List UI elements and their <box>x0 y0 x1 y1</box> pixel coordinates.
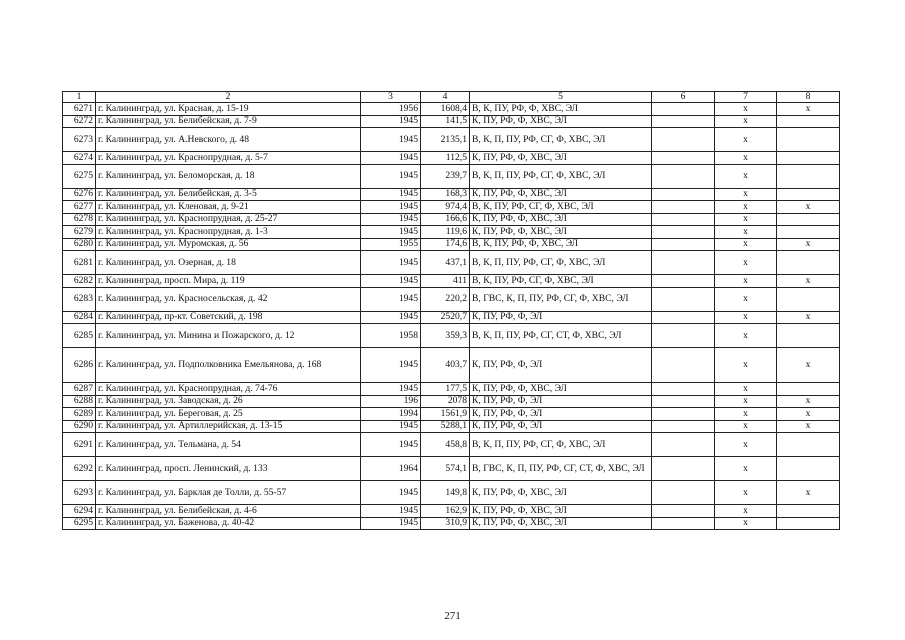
table-row <box>63 505 840 518</box>
column-7-mark: х <box>715 348 777 383</box>
column-8-mark <box>777 457 840 481</box>
column-8-mark: х <box>777 201 840 214</box>
address-cell: г. Калининград, просп. Мира, д. 119 <box>96 275 361 288</box>
area-cell: 5288,1 <box>421 420 470 433</box>
column-8-mark <box>777 226 840 239</box>
row-number: 6287 <box>63 383 96 396</box>
works-list-cell: К, ПУ, РФ, Ф, ХВС, ЭЛ <box>470 115 652 128</box>
column-6-cell <box>652 251 715 275</box>
row-number: 6271 <box>63 103 96 116</box>
column-7-mark: х <box>715 188 777 201</box>
address-cell: г. Калининград, ул. Баженова, д. 40-42 <box>96 517 361 530</box>
year-cell: 1945 <box>361 226 421 239</box>
column-6-cell <box>652 420 715 433</box>
column-6-cell <box>652 287 715 311</box>
column-7-mark: х <box>715 128 777 152</box>
column-7-mark: х <box>715 383 777 396</box>
table-row <box>63 226 840 239</box>
row-number: 6275 <box>63 164 96 188</box>
column-8-mark <box>777 517 840 530</box>
year-cell: 1945 <box>361 201 421 214</box>
address-cell: г. Калининград, ул. Минина и Пожарского, д. 12 <box>96 324 361 348</box>
year-cell: 1945 <box>361 115 421 128</box>
table-row <box>63 152 840 165</box>
column-7-mark: х <box>715 287 777 311</box>
table-row <box>63 408 840 421</box>
column-7-mark: х <box>715 517 777 530</box>
address-cell: г. Калининград, ул. Заводская, д. 26 <box>96 395 361 408</box>
works-list-cell: В, ГВС, К, П, ПУ, РФ, СГ, Ф, ХВС, ЭЛ <box>470 287 652 311</box>
area-cell: 2520,7 <box>421 311 470 324</box>
column-6-cell <box>652 238 715 251</box>
row-number: 6273 <box>63 128 96 152</box>
works-list-cell: В, ГВС, К, П, ПУ, РФ, СГ, СТ, Ф, ХВС, ЭЛ <box>470 457 652 481</box>
column-8-mark: х <box>777 395 840 408</box>
works-list-cell: К, ПУ, РФ, Ф, ЭЛ <box>470 408 652 421</box>
works-list-cell: В, К, П, ПУ, РФ, СГ, Ф, ХВС, ЭЛ <box>470 251 652 275</box>
works-list-cell: В, К, ПУ, РФ, СГ, Ф, ХВС, ЭЛ <box>470 201 652 214</box>
table-row <box>63 287 840 311</box>
works-list-cell: К, ПУ, РФ, Ф, ХВС, ЭЛ <box>470 481 652 505</box>
column-8-mark <box>777 115 840 128</box>
address-cell: г. Калининград, ул. А.Невского, д. 48 <box>96 128 361 152</box>
column-6-cell <box>652 348 715 383</box>
column-6-cell <box>652 481 715 505</box>
area-cell: 119,6 <box>421 226 470 239</box>
year-cell: 1945 <box>361 348 421 383</box>
area-cell: 974,4 <box>421 201 470 214</box>
column-6-cell <box>652 311 715 324</box>
column-6-cell <box>652 408 715 421</box>
year-cell: 1945 <box>361 505 421 518</box>
column-6-cell <box>652 164 715 188</box>
area-cell: 411 <box>421 275 470 288</box>
column-number: 3 <box>361 92 421 103</box>
column-6-cell <box>652 395 715 408</box>
row-number: 6290 <box>63 420 96 433</box>
row-number: 6278 <box>63 213 96 226</box>
table-row <box>63 481 840 505</box>
column-8-mark <box>777 433 840 457</box>
column-6-cell <box>652 457 715 481</box>
column-8-mark <box>777 383 840 396</box>
column-number-row <box>63 92 840 103</box>
column-6-cell <box>652 188 715 201</box>
row-number: 6283 <box>63 287 96 311</box>
column-6-cell <box>652 201 715 214</box>
works-list-cell: К, ПУ, РФ, Ф, ХВС, ЭЛ <box>470 226 652 239</box>
works-list-cell: К, ПУ, РФ, Ф, ХВС, ЭЛ <box>470 188 652 201</box>
row-number: 6295 <box>63 517 96 530</box>
row-number: 6272 <box>63 115 96 128</box>
year-cell: 1945 <box>361 251 421 275</box>
area-cell: 2135,1 <box>421 128 470 152</box>
column-8-mark <box>777 324 840 348</box>
area-cell: 220,2 <box>421 287 470 311</box>
address-cell: г. Калининград, ул. Кленовая, д. 9-21 <box>96 201 361 214</box>
column-7-mark: х <box>715 103 777 116</box>
table-row <box>63 164 840 188</box>
row-number: 6280 <box>63 238 96 251</box>
address-cell: г. Калининград, ул. Красная, д. 15-19 <box>96 103 361 116</box>
column-8-mark <box>777 505 840 518</box>
column-6-cell <box>652 275 715 288</box>
column-number: 6 <box>652 92 715 103</box>
column-number: 1 <box>63 92 96 103</box>
column-7-mark: х <box>715 201 777 214</box>
column-8-mark: х <box>777 311 840 324</box>
address-cell: г. Калининград, ул. Беломорская, д. 18 <box>96 164 361 188</box>
column-8-mark <box>777 128 840 152</box>
column-7-mark: х <box>715 433 777 457</box>
table-row <box>63 128 840 152</box>
column-7-mark: х <box>715 275 777 288</box>
column-8-mark <box>777 287 840 311</box>
column-8-mark: х <box>777 275 840 288</box>
works-list-cell: В, К, ПУ, РФ, Ф, ХВС, ЭЛ <box>470 103 652 116</box>
row-number: 6292 <box>63 457 96 481</box>
table-row <box>63 188 840 201</box>
area-cell: 458,8 <box>421 433 470 457</box>
address-cell: г. Калининград, ул. Муромская, д. 56 <box>96 238 361 251</box>
table-row <box>63 275 840 288</box>
column-7-mark: х <box>715 251 777 275</box>
column-number: 4 <box>421 92 470 103</box>
year-cell: 1994 <box>361 408 421 421</box>
row-number: 6286 <box>63 348 96 383</box>
row-number: 6276 <box>63 188 96 201</box>
area-cell: 239,7 <box>421 164 470 188</box>
area-cell: 310,9 <box>421 517 470 530</box>
area-cell: 574,1 <box>421 457 470 481</box>
page-number: 271 <box>444 610 461 622</box>
column-7-mark: х <box>715 395 777 408</box>
column-8-mark <box>777 188 840 201</box>
column-6-cell <box>652 324 715 348</box>
area-cell: 437,1 <box>421 251 470 275</box>
table-row <box>63 115 840 128</box>
address-cell: г. Калининград, просп. Ленинский, д. 133 <box>96 457 361 481</box>
area-cell: 141,5 <box>421 115 470 128</box>
column-number: 8 <box>777 92 840 103</box>
year-cell: 1945 <box>361 433 421 457</box>
area-cell: 174,6 <box>421 238 470 251</box>
row-number: 6282 <box>63 275 96 288</box>
table-row <box>63 420 840 433</box>
address-cell: г. Калининград, ул. Краснопрудная, д. 25-27 <box>96 213 361 226</box>
column-8-mark <box>777 213 840 226</box>
address-cell: г. Калининград, ул. Краснопрудная, д. 74-76 <box>96 383 361 396</box>
column-8-mark: х <box>777 238 840 251</box>
housing-register-table <box>62 91 840 530</box>
address-cell: г. Калининград, ул. Подполковника Емельянова, д. 168 <box>96 348 361 383</box>
address-cell: г. Калининград, ул. Белибейская, д. 7-9 <box>96 115 361 128</box>
column-6-cell <box>652 433 715 457</box>
column-7-mark: х <box>715 324 777 348</box>
row-number: 6293 <box>63 481 96 505</box>
works-list-cell: К, ПУ, РФ, Ф, ХВС, ЭЛ <box>470 383 652 396</box>
works-list-cell: К, ПУ, РФ, Ф, ЭЛ <box>470 395 652 408</box>
column-6-cell <box>652 517 715 530</box>
table-row <box>63 201 840 214</box>
year-cell: 1945 <box>361 152 421 165</box>
table-row <box>63 251 840 275</box>
table-row <box>63 457 840 481</box>
works-list-cell: К, ПУ, РФ, Ф, ЭЛ <box>470 348 652 383</box>
column-8-mark: х <box>777 408 840 421</box>
column-7-mark: х <box>715 164 777 188</box>
works-list-cell: В, К, П, ПУ, РФ, СГ, Ф, ХВС, ЭЛ <box>470 164 652 188</box>
column-8-mark: х <box>777 481 840 505</box>
address-cell: г. Калининград, пр-кт. Советский, д. 198 <box>96 311 361 324</box>
column-7-mark: х <box>715 311 777 324</box>
table-row <box>63 324 840 348</box>
address-cell: г. Калининград, ул. Артиллерийская, д. 13-15 <box>96 420 361 433</box>
column-8-mark <box>777 251 840 275</box>
works-list-cell: К, ПУ, РФ, Ф, ЭЛ <box>470 311 652 324</box>
area-cell: 149,8 <box>421 481 470 505</box>
column-6-cell <box>652 115 715 128</box>
year-cell: 1945 <box>361 383 421 396</box>
year-cell: 1945 <box>361 128 421 152</box>
column-7-mark: х <box>715 420 777 433</box>
address-cell: г. Калининград, ул. Белибейская, д. 4-6 <box>96 505 361 518</box>
works-list-cell: В, К, П, ПУ, РФ, СГ, Ф, ХВС, ЭЛ <box>470 433 652 457</box>
table-row <box>63 433 840 457</box>
table-row <box>63 395 840 408</box>
table-row <box>63 213 840 226</box>
column-7-mark: х <box>715 408 777 421</box>
year-cell: 1945 <box>361 517 421 530</box>
column-number: 5 <box>470 92 652 103</box>
table-row <box>63 311 840 324</box>
area-cell: 2078 <box>421 395 470 408</box>
year-cell: 1945 <box>361 311 421 324</box>
year-cell: 1945 <box>361 420 421 433</box>
year-cell: 1945 <box>361 287 421 311</box>
works-list-cell: В, К, ПУ, РФ, Ф, ХВС, ЭЛ <box>470 238 652 251</box>
column-7-mark: х <box>715 115 777 128</box>
table-row <box>63 383 840 396</box>
row-number: 6274 <box>63 152 96 165</box>
column-6-cell <box>652 226 715 239</box>
table-row <box>63 517 840 530</box>
column-6-cell <box>652 505 715 518</box>
year-cell: 1956 <box>361 103 421 116</box>
row-number: 6291 <box>63 433 96 457</box>
area-cell: 112,5 <box>421 152 470 165</box>
column-number: 2 <box>96 92 361 103</box>
area-cell: 166,6 <box>421 213 470 226</box>
area-cell: 162,9 <box>421 505 470 518</box>
column-7-mark: х <box>715 457 777 481</box>
column-7-mark: х <box>715 505 777 518</box>
address-cell: г. Калининград, ул. Белибейская, д. 3-5 <box>96 188 361 201</box>
area-cell: 1608,4 <box>421 103 470 116</box>
works-list-cell: В, К, П, ПУ, РФ, СГ, СТ, Ф, ХВС, ЭЛ <box>470 324 652 348</box>
year-cell: 196 <box>361 395 421 408</box>
year-cell: 1958 <box>361 324 421 348</box>
year-cell: 1945 <box>361 481 421 505</box>
column-6-cell <box>652 152 715 165</box>
address-cell: г. Калининград, ул. Краснопрудная, д. 5-7 <box>96 152 361 165</box>
row-number: 6294 <box>63 505 96 518</box>
column-6-cell <box>652 213 715 226</box>
area-cell: 1561,9 <box>421 408 470 421</box>
row-number: 6285 <box>63 324 96 348</box>
works-list-cell: К, ПУ, РФ, Ф, ХВС, ЭЛ <box>470 505 652 518</box>
area-cell: 403,7 <box>421 348 470 383</box>
area-cell: 359,3 <box>421 324 470 348</box>
column-8-mark: х <box>777 348 840 383</box>
address-cell: г. Калининград, ул. Береговая, д. 25 <box>96 408 361 421</box>
column-7-mark: х <box>715 213 777 226</box>
row-number: 6277 <box>63 201 96 214</box>
column-8-mark: х <box>777 420 840 433</box>
year-cell: 1955 <box>361 238 421 251</box>
works-list-cell: К, ПУ, РФ, Ф, ХВС, ЭЛ <box>470 213 652 226</box>
address-cell: г. Калининград, ул. Краснопрудная, д. 1-3 <box>96 226 361 239</box>
column-6-cell <box>652 383 715 396</box>
year-cell: 1945 <box>361 275 421 288</box>
year-cell: 1945 <box>361 188 421 201</box>
table-row <box>63 238 840 251</box>
row-number: 6289 <box>63 408 96 421</box>
column-7-mark: х <box>715 226 777 239</box>
works-list-cell: К, ПУ, РФ, Ф, ХВС, ЭЛ <box>470 152 652 165</box>
table-row <box>63 103 840 116</box>
column-8-mark <box>777 152 840 165</box>
column-7-mark: х <box>715 238 777 251</box>
works-list-cell: В, К, ПУ, РФ, СГ, Ф, ХВС, ЭЛ <box>470 275 652 288</box>
year-cell: 1945 <box>361 213 421 226</box>
column-6-cell <box>652 128 715 152</box>
column-6-cell <box>652 103 715 116</box>
address-cell: г. Калининград, ул. Барклая де Толли, д. 55-57 <box>96 481 361 505</box>
column-8-mark <box>777 164 840 188</box>
column-number: 7 <box>715 92 777 103</box>
column-7-mark: х <box>715 481 777 505</box>
address-cell: г. Калининград, ул. Озерная, д. 18 <box>96 251 361 275</box>
works-list-cell: В, К, П, ПУ, РФ, СГ, Ф, ХВС, ЭЛ <box>470 128 652 152</box>
year-cell: 1945 <box>361 164 421 188</box>
year-cell: 1964 <box>361 457 421 481</box>
row-number: 6288 <box>63 395 96 408</box>
works-list-cell: К, ПУ, РФ, Ф, ЭЛ <box>470 420 652 433</box>
row-number: 6279 <box>63 226 96 239</box>
row-number: 6284 <box>63 311 96 324</box>
table-row <box>63 348 840 383</box>
works-list-cell: К, ПУ, РФ, Ф, ХВС, ЭЛ <box>470 517 652 530</box>
column-7-mark: х <box>715 152 777 165</box>
address-cell: г. Калининград, ул. Красносельская, д. 42 <box>96 287 361 311</box>
column-8-mark: х <box>777 103 840 116</box>
row-number: 6281 <box>63 251 96 275</box>
area-cell: 168,3 <box>421 188 470 201</box>
address-cell: г. Калининград, ул. Тельмана, д. 54 <box>96 433 361 457</box>
area-cell: 177,5 <box>421 383 470 396</box>
